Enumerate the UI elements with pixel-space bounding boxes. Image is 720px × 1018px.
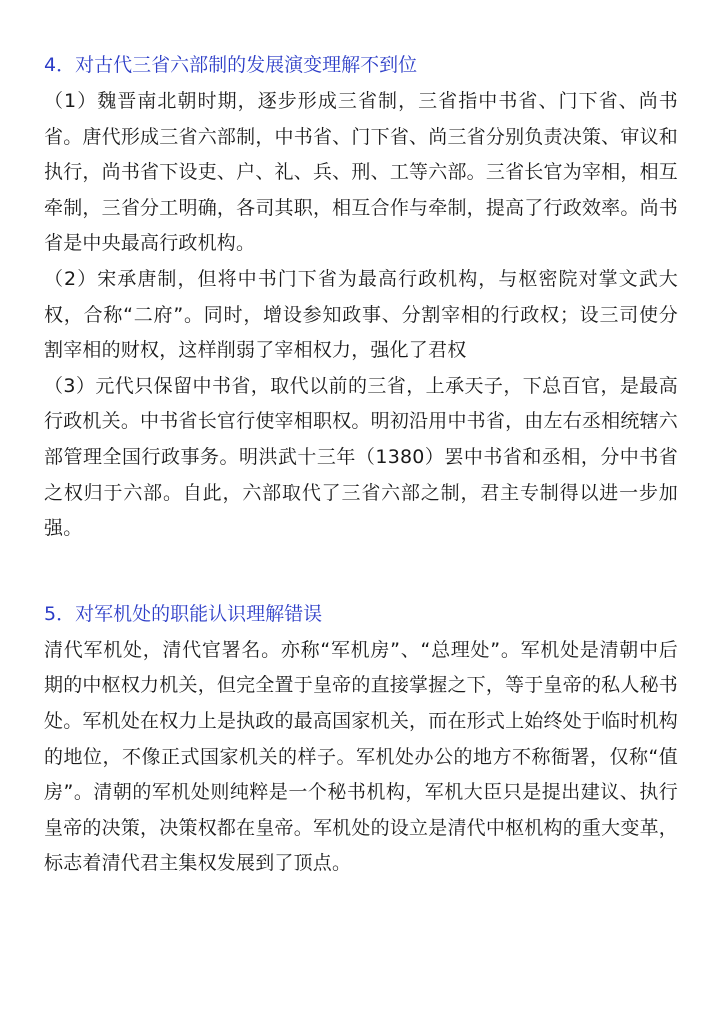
paragraph: （3）元代只保留中书省，取代以前的三省，上承天子，下总百官，是最高行政机关。中书省长官行使宰相职权。明初沿用中书省，由左右丞相统辖六部管理全国行政事务。明洪武十三年（1380）罢中书省和丞相，分中书省之权归于六部。自此，六部取代了三省六部之制，君主专制得以进一步加强。 xyxy=(44,374,678,540)
section-grand-council xyxy=(44,597,678,882)
paragraph: 清代军机处，清代官署名。亦称“军机房”、“总理处”。军机处是清朝中后期的中枢权力机关，但完全置于皇帝的直接掌握之下，等于皇帝的私人秘书处。军机处在权力上是执政的最高国家机关，而在形式上始终处于临时机构的地位，不像正式国家机关的样子。军机处办公的地方不称衙署，仅称“值房”。清朝的军机处则纯粹是一个秘书机构，军机大臣只是提出建议、执行皇帝的决策，决策权都在皇帝。军机处的设立是清代中枢机构的重大变革，标志着清代君主集权发展到了顶点。 xyxy=(44,638,678,875)
document-body xyxy=(44,48,678,882)
section-three-departments xyxy=(44,48,678,547)
section-heading: 4．对古代三省六部制的发展演变理解不到位 xyxy=(44,54,418,76)
paragraph: （1）魏晋南北朝时期，逐步形成三省制，三省指中书省、门下省、尚书省。唐代形成三省六部制，中书省、门下省、尚三省分别负责决策、审议和执行，尚书省下设吏、户、礼、兵、刑、工等六部。三省长官为宰相，相互牵制，三省分工明确，各司其职，相互合作与牵制，提高了行政效率。尚书省是中央最高行政机构。 xyxy=(44,90,678,255)
section-heading: 5．对军机处的职能认识理解错误 xyxy=(44,602,323,625)
paragraph: （2）宋承唐制，但将中书门下省为最高行政机构，与枢密院对掌文武大权，合称“二府”。同时，增设参知政事、分割宰相的行政权；设三司使分割宰相的财权，这样削弱了宰相权力，强化了君权 xyxy=(44,267,678,362)
